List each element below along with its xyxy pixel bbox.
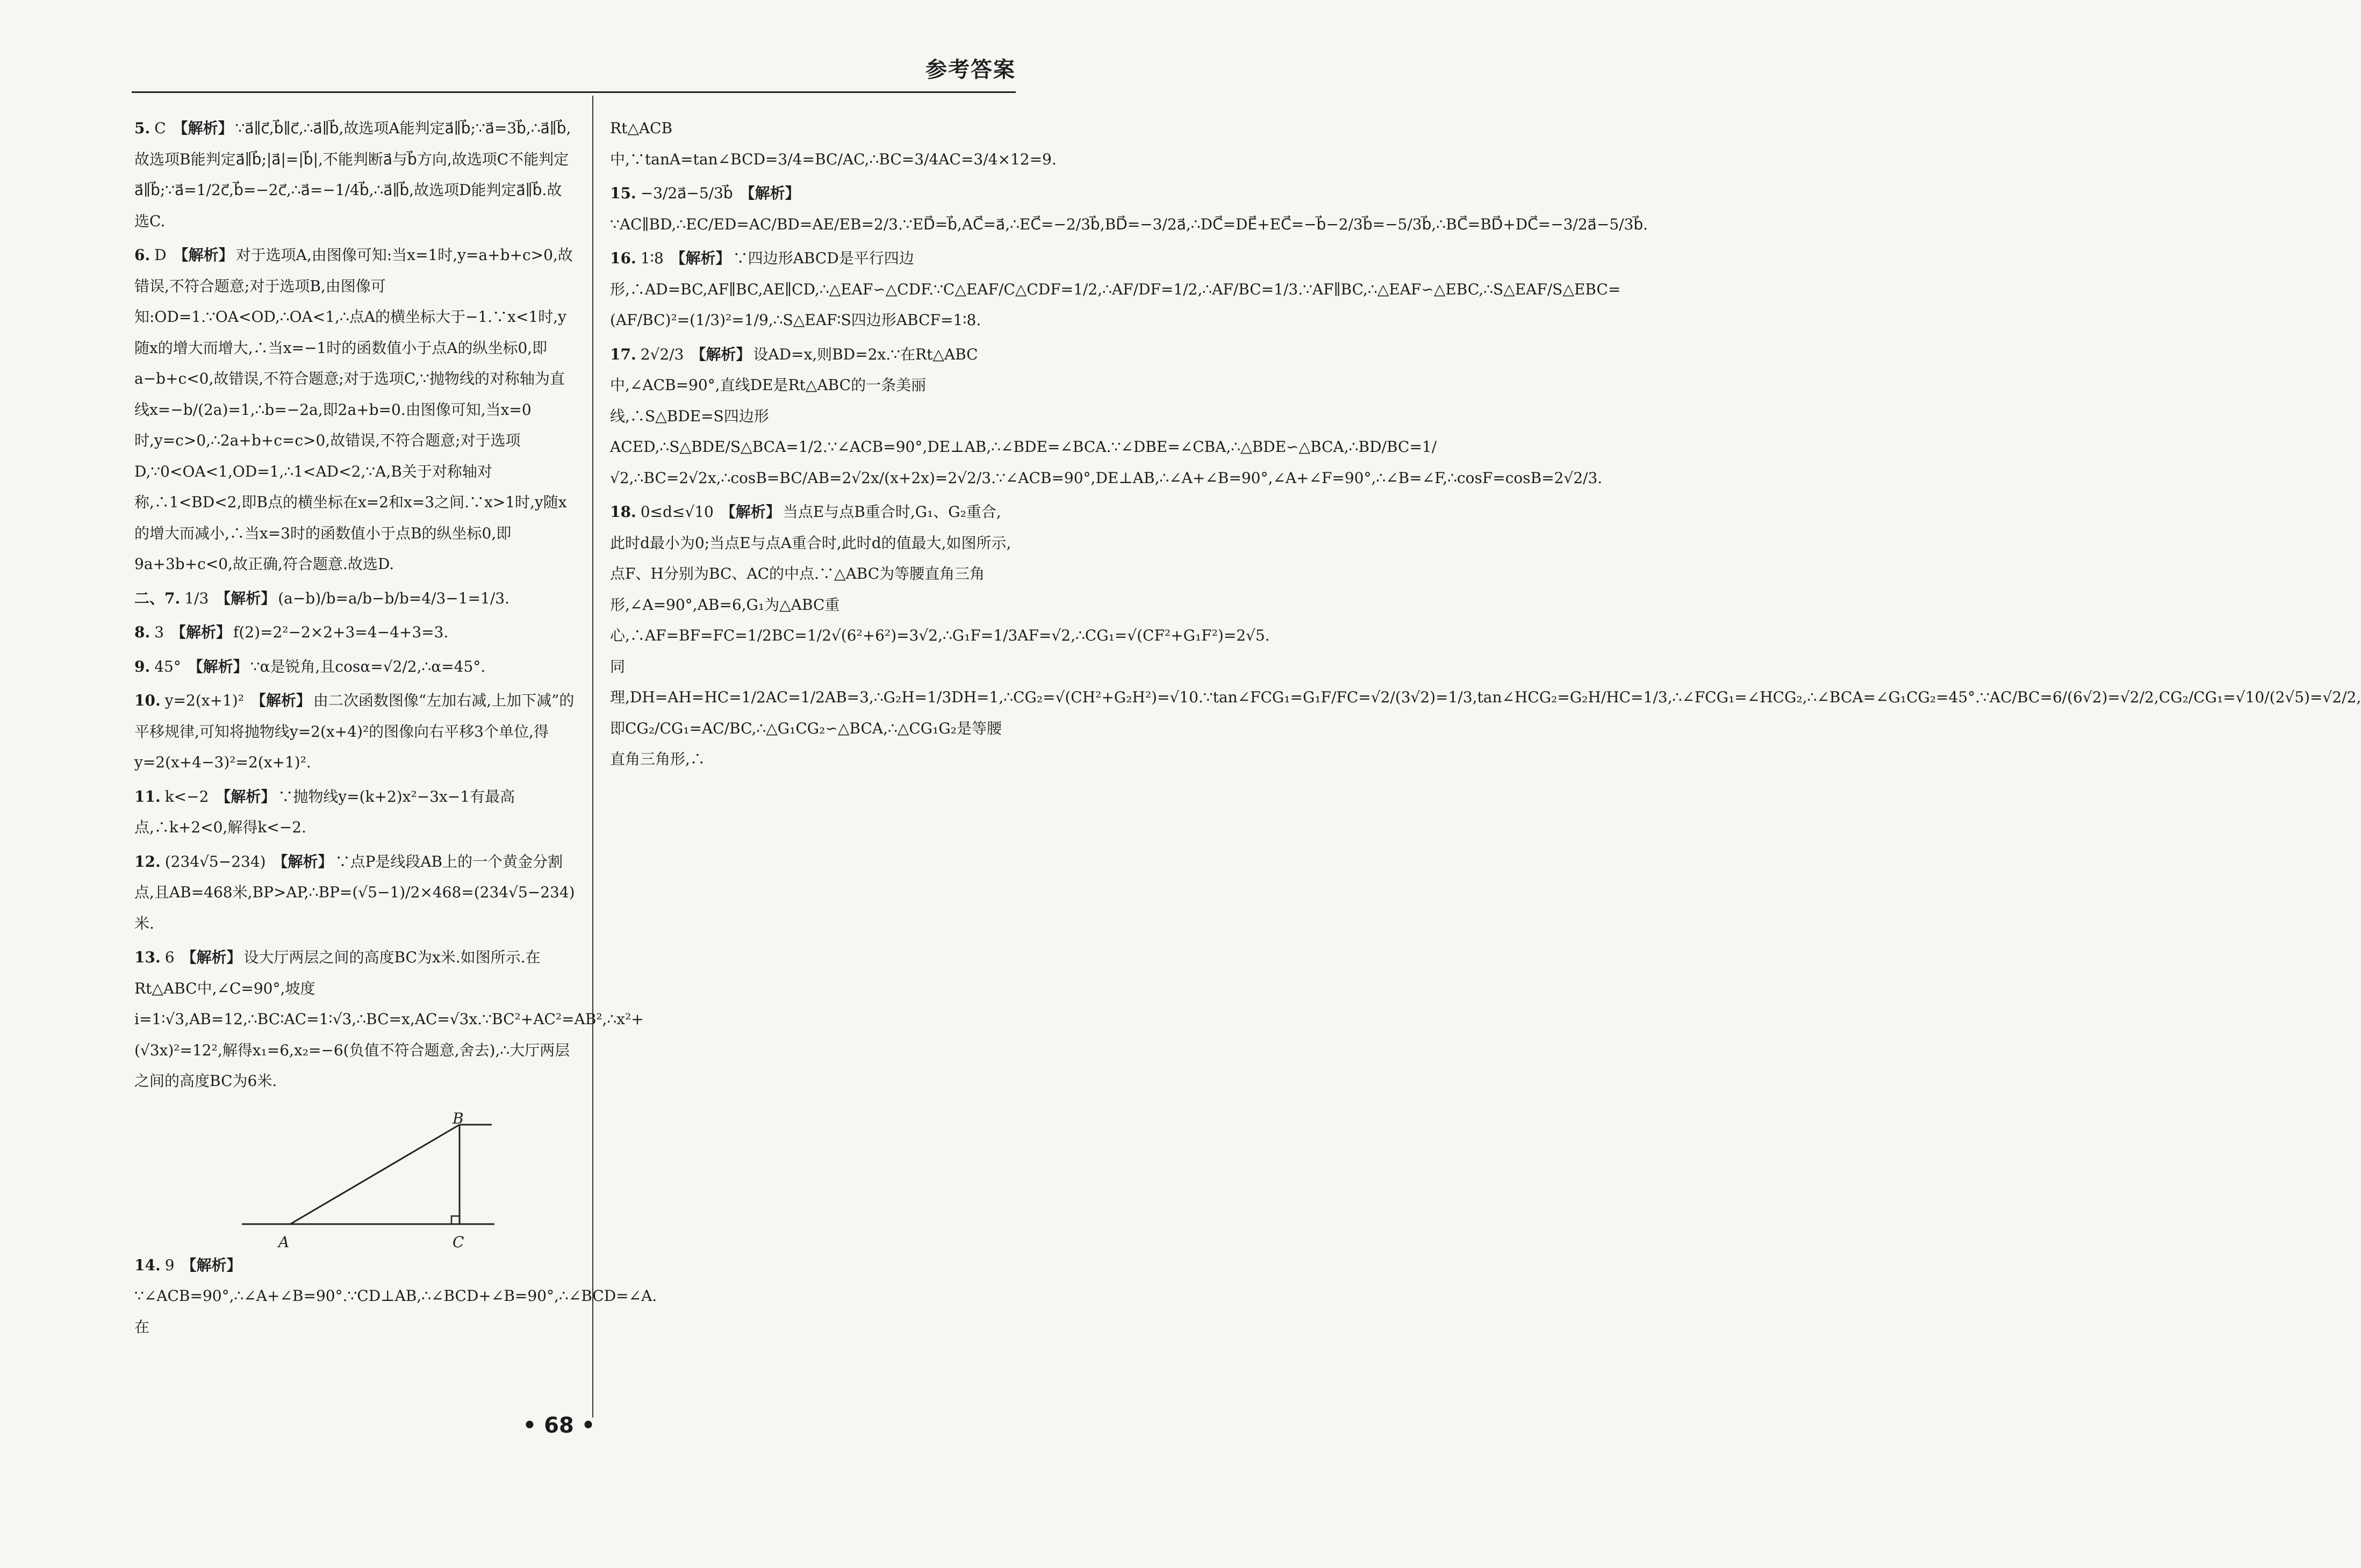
answer-entry-10 xyxy=(134,685,575,778)
answer-entry-6 xyxy=(134,240,575,580)
answer-entry-5 xyxy=(134,113,575,236)
entry-number: 14. xyxy=(134,1256,161,1274)
entry-number: 17. xyxy=(610,345,636,363)
entry-number: 15. xyxy=(610,184,636,202)
analysis-tag: 【解析】 xyxy=(173,246,234,264)
answer-entry-14 xyxy=(134,1250,657,1343)
analysis-tag: 【解析】 xyxy=(720,503,781,521)
entry-answer: D xyxy=(154,246,167,264)
answer-entry-16 xyxy=(610,243,1621,336)
entry-text: ∵∠ACB=90°,∴∠A+∠B=90°.∵CD⊥AB,∴∠BCD+∠B=90°,∴∠BCD=∠A.在 xyxy=(134,1287,657,1336)
header-rule xyxy=(132,91,1016,93)
answer-entry-18 xyxy=(610,497,2361,775)
entry-text: f(2)=2²−2×2+3=4−4+3=3. xyxy=(233,623,449,641)
answer-entry-17 xyxy=(610,339,1603,494)
analysis-tag: 【解析】 xyxy=(170,623,231,641)
answer-entry-15 xyxy=(610,178,1648,240)
entry-text: Rt△ACB中,∵tanA=tan∠BCD=3/4=BC/AC,∴BC=3/4AC=3/4×12=9. xyxy=(610,119,1057,168)
entry-text: 当点E与点B重合时,G₁、G₂重合,此时d最小为0;当点E与点A重合时,此时d的值最大,如图所示,点F、H分别为BC、AC的中点.∵△ABC为等腰直角三角形,∠A=90°,AB=6,G₁为△ABC重心,∴AF=BF=FC=1/2BC=1/2√(6²+6²)=3√2,∴G₁F=1/3AF=√2,∴CG₁=√(CF²+G₁F²)=2√5.同理,DH=AH=HC=1/2AC=1/2AB=3,∴G₂H=1/3DH=1,∴CG₂=√(CH²+G₂H²)=√10.∵tan∠FCG₁=G₁F/FC=√2/(3√2)=1/3,tan∠HCG₂=G₂H/HC=1/3,∴∠FCG₁=∠HCG₂,∴∠BCA=∠G₁CG₂=45°.∵AC/BC=6/(6√2)=√2/2,CG₂/CG₁=√10/(2√5)=√2/2,即CG₂/CG₁=AC/BC,∴△G₁CG₂∽△BCA,∴△CG₁G₂是等腰直角三角形,∴ xyxy=(610,503,2361,768)
answer-entry-13 xyxy=(134,942,644,1097)
entry-number: 16. xyxy=(610,249,636,267)
entry-answer: C xyxy=(154,119,166,137)
entry-text: 由二次函数图像“左加右减,上加下减”的平移规律,可知将抛物线y=2(x+4)²的图像向右平移3个单位,得y=2(x+4−3)²=2(x+1)². xyxy=(134,692,575,771)
answer-entry-14-continued xyxy=(610,113,1057,175)
right-column xyxy=(610,113,2361,778)
entry-number: 6. xyxy=(134,246,150,264)
entry-text: ∵α是锐角,且cosα=√2/2,∴α=45°. xyxy=(250,657,486,675)
analysis-tag: 【解析】 xyxy=(216,589,276,607)
analysis-tag: 【解析】 xyxy=(740,184,800,202)
entry-answer: 1/3 xyxy=(184,589,209,607)
figure-label-a: A xyxy=(278,1233,290,1251)
analysis-tag: 【解析】 xyxy=(173,119,233,137)
answer-entry-12 xyxy=(134,846,575,939)
entry-answer: 6 xyxy=(164,948,175,966)
analysis-tag: 【解析】 xyxy=(272,852,333,871)
entry-text: 设大厅两层之间的高度BC为x米.如图所示.在Rt△ABC中,∠C=90°,坡度i=1∶√3,AB=12,∴BC∶AC=1∶√3,∴BC=x,AC=√3x.∵BC²+AC²=AB²,∴x²+(√3x)²=12²,解得x₁=6,x₂=−6(负值不符合题意,舍去),∴大厅两层之间的高度BC为6米. xyxy=(134,948,644,1090)
right-angle-mark xyxy=(451,1216,460,1224)
entry-answer: 45° xyxy=(154,657,181,675)
entry-text: ∵四边形ABCD是平行四边形,∴AD=BC,AF∥BC,AE∥CD,∴△EAF∽△CDF.∵C△EAF/C△CDF=1/2,∴AF/DF=1/2,∴AF/BC=1/3.∵AF∥BC,∴△EAF∽△EBC,∴S△EAF/S△EBC=(AF/BC)²=(1/3)²=1/9,∴S△EAF∶S四边形ABCF=1∶8. xyxy=(610,249,1621,329)
answer-entry-11 xyxy=(134,781,575,843)
entry-number: 12. xyxy=(134,852,161,871)
entry-number: 18. xyxy=(610,503,636,521)
analysis-tag: 【解析】 xyxy=(691,345,751,363)
entry-number: 9. xyxy=(134,657,150,675)
entry-text: 设AD=x,则BD=2x.∵在Rt△ABC中,∠ACB=90°,直线DE是Rt△ABC的一条美丽线,∴S△BDE=S四边形ACED,∴S△BDE/S△BCA=1/2.∵∠ACB=90°,DE⊥AB,∴∠BDE=∠BCA.∵∠DBE=∠CBA,∴△BDE∽△BCA,∴BD/BC=1/√2,∴BC=2√2x,∴cosB=BC/AB=2√2x/(x+2x)=2√2/3.∵∠ACB=90°,DE⊥AB,∴∠A+∠B=90°,∠A+∠F=90°,∴∠B=∠F,∴cosF=cosB=2√2/3. xyxy=(610,345,1603,487)
triangle-figure xyxy=(134,1103,575,1251)
analysis-tag: 【解析】 xyxy=(250,692,311,709)
page-header xyxy=(0,0,1118,97)
entry-answer: k<−2 xyxy=(164,787,209,805)
header-title: 参考答案 xyxy=(925,57,1016,82)
figure-label-b: B xyxy=(453,1109,464,1127)
answer-entry-9 xyxy=(134,651,575,682)
triangle-diagram xyxy=(134,1103,575,1246)
entry-answer: 3 xyxy=(154,623,164,641)
figure-label-c: C xyxy=(453,1233,464,1251)
entry-answer: (234√5−234) xyxy=(164,852,266,871)
entry-answer: 9 xyxy=(164,1256,175,1274)
analysis-tag: 【解析】 xyxy=(216,787,276,805)
entry-answer: 2√2/3 xyxy=(640,345,684,363)
entry-answer: 1∶8 xyxy=(640,249,664,267)
entry-number: 二、7. xyxy=(134,589,181,607)
entry-answer: −3/2a⃗−5/3b⃗ xyxy=(640,184,733,202)
entry-number: 13. xyxy=(134,948,161,966)
entry-number: 11. xyxy=(134,787,161,805)
hypotenuse-line xyxy=(290,1125,460,1224)
analysis-tag: 【解析】 xyxy=(188,657,248,675)
answer-entry-8 xyxy=(134,617,575,648)
entry-answer: y=2(x+1)² xyxy=(164,692,244,709)
entry-number: 10. xyxy=(134,692,161,709)
entry-text: ∵a⃗∥c⃗,b⃗∥c⃗,∴a⃗∥b⃗,故选项A能判定a⃗∥b⃗;∵a⃗=3b⃗,∴a⃗∥b⃗,故选项B能判定a⃗∥b⃗;|a⃗|=|b⃗|,不能判断a⃗与b⃗方向,故选项C不能判定a⃗∥b⃗;∵a⃗=1/2c⃗,b⃗=−2c⃗,∴a⃗=−1/4b⃗,∴a⃗∥b⃗,故选项D能判定a⃗∥b⃗.故选C. xyxy=(134,119,571,230)
analysis-tag: 【解析】 xyxy=(181,948,242,966)
entry-number: 5. xyxy=(134,119,150,137)
entry-text: 对于选项A,由图像可知:当x=1时,y=a+b+c>0,故错误,不符合题意;对于选项B,由图像可知:OD=1.∵OA<OD,∴OA<1,∴点A的横坐标大于−1.∵x<1时,y随x的增大而增大,∴当x=−1时的函数值小于点A的纵坐标0,即a−b+c<0,故错误,不符合题意;对于选项C,∵抛物线的对称轴为直线x=−b/(2a)=1,∴b=−2a,即2a+b=0.由图像可知,当x=0时,y=c>0,∴2a+b+c=c>0,故错误,不符合题意;对于选项D,∵0<OA<1,OD=1,∴1<AD<2,∵A,B关于对称轴对称,∴1<BD<2,即B点的横坐标在x=2和x=3之间.∵x>1时,y随x的增大而减小,∴当x=3时的函数值小于点B的纵坐标0,即9a+3b+c<0,故正确,符合题意.故选D. xyxy=(134,246,573,573)
column-divider xyxy=(592,96,593,1418)
entry-text: ∵点P是线段AB上的一个黄金分割点,且AB=468米,BP>AP,∴BP=(√5−1)/2×468=(234√5−234)米. xyxy=(134,852,575,932)
entry-text: (a−b)/b=a/b−b/b=4/3−1=1/3. xyxy=(278,589,509,607)
analysis-tag: 【解析】 xyxy=(670,249,731,267)
analysis-tag: 【解析】 xyxy=(181,1256,242,1274)
entry-answer: 0≤d≤√10 xyxy=(640,503,714,521)
entry-text: ∵AC∥BD,∴EC/ED=AC/BD=AE/EB=2/3.∵ED⃗=b⃗,AC⃗=a⃗,∴EC⃗=−2/3b⃗,BD⃗=−3/2a⃗,∴DC⃗=DE⃗+EC⃗=−b⃗−2/3b⃗=−5/3b⃗,∴BC⃗=BD⃗+DC⃗=−3/2a⃗−5/3b⃗. xyxy=(610,215,1648,233)
answer-entry-7 xyxy=(134,583,575,614)
entry-text: ∵抛物线y=(k+2)x²−3x−1有最高点,∴k+2<0,解得k<−2. xyxy=(134,787,515,836)
entry-number: 8. xyxy=(134,623,150,641)
page-number: • 68 • xyxy=(522,1413,595,1438)
